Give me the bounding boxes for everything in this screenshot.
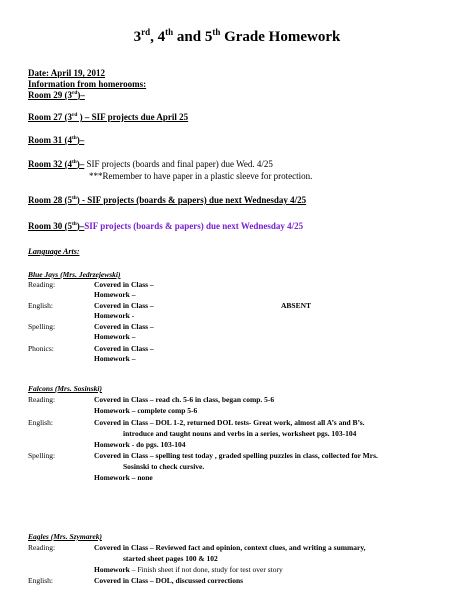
date-line: Date: April 19, 2012 <box>28 68 105 78</box>
eagles-reading-covered: Covered in Class – Reviewed fact and opinion, context clues, and writing a summary, <box>94 543 366 552</box>
info-heading: Information from homerooms: <box>28 79 147 89</box>
blue-jays-reading-homework: Homework – <box>94 290 136 299</box>
room-30: Room 30 (5th)–SIF projects (boards & papers) due next Wednesday 4/25 <box>28 221 304 231</box>
room-32: Room 32 (4th)– SIF projects (boards and final paper) due Wed. 4/25 <box>28 159 273 169</box>
room-27: Room 27 (3rd ) – SIF projects due April 25 <box>28 112 189 122</box>
falcons-spelling-label: Spelling: <box>28 451 56 460</box>
eagles-reading-continued: started sheet pages 100 & 102 <box>123 554 218 563</box>
blue-jays-heading: Blue Jays (Mrs. Jedrzejewski) <box>28 270 121 279</box>
falcons-reading-homework: Homework – complete comp 5-6 <box>94 406 198 415</box>
falcons-english-homework: Homework - do pgs. 103-104 <box>94 440 186 449</box>
room-28: Room 28 (5th) - SIF projects (boards & papers) due next Wednesday 4/25 <box>28 195 307 205</box>
falcons-spelling-homework: Homework – none <box>94 473 153 482</box>
eagles-homework: Homework – Finish sheet if not done, study for test over story <box>94 565 283 574</box>
falcons-spelling-continued: Sosinski to check cursive. <box>123 462 205 471</box>
room-31: Room 31 (4th)– <box>28 135 85 145</box>
blue-jays-english-covered: Covered in Class – <box>94 301 154 310</box>
blue-jays-english-homework: Homework - <box>94 311 135 320</box>
falcons-reading-covered: Covered in Class – read ch. 5-6 in class, began comp. 5-6 <box>94 395 275 404</box>
blue-jays-phonics-label: Phonics: <box>28 344 54 353</box>
falcons-english-covered: Covered in Class – DOL 1-2, returned DOL tests- Great work, almost all A’s and B’s. <box>94 418 365 427</box>
eagles-english-covered: Covered in Class – DOL, discussed corrections <box>94 576 244 585</box>
blue-jays-spelling-homework: Homework – <box>94 332 136 341</box>
falcons-heading: Falcons (Mrs. Sosinski) <box>28 384 102 393</box>
blue-jays-phonics-homework: Homework – <box>94 354 136 363</box>
room-29: Room 29 (3rd)– <box>28 90 85 100</box>
falcons-english-label: English: <box>28 418 54 427</box>
blue-jays-reading-covered: Covered in Class – <box>94 280 154 289</box>
falcons-spelling-covered: Covered in Class – spelling test today , graded spelling puzzles in class, collected for Mrs. <box>94 451 378 460</box>
blue-jays-spelling-covered: Covered in Class – <box>94 322 154 331</box>
falcons-reading-label: Reading: <box>28 395 56 404</box>
page-title: 3rd, 4th and 5th Grade Homework <box>133 27 341 45</box>
eagles-heading: Eagles (Mrs. Szymarek) <box>28 532 102 541</box>
blue-jays-spelling-label: Spelling: <box>28 322 56 331</box>
blue-jays-english-label: English: <box>28 301 54 310</box>
eagles-english-label: English: <box>28 576 54 585</box>
blue-jays-phonics-covered: Covered in Class – <box>94 344 154 353</box>
falcons-english-continued: introduce and taught nouns and verbs in a series, worksheet pgs. 103-104 <box>123 429 357 438</box>
reminder-note: ***Remember to have paper in a plastic sleeve for protection. <box>89 171 313 181</box>
absent-note: ABSENT <box>281 301 312 310</box>
language-arts-heading: Language Arts: <box>28 247 80 256</box>
blue-jays-reading-label: Reading: <box>28 280 56 289</box>
eagles-reading-label: Reading: <box>28 543 56 552</box>
